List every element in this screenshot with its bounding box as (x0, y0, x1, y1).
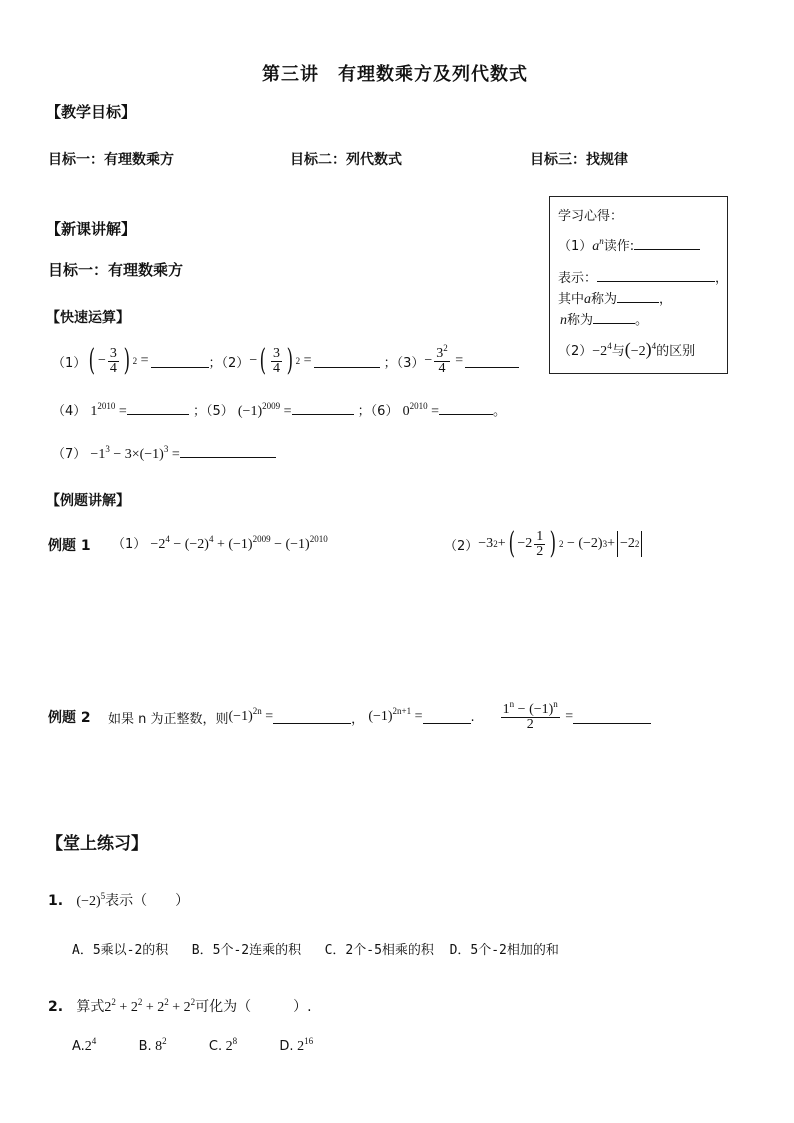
q5-label: ；（5） (192, 404, 234, 419)
q2-option-d[interactable]: D. $2^{16}$ (279, 1036, 314, 1054)
learning-notes-box (549, 196, 728, 374)
blank[interactable] (634, 237, 700, 250)
question-2-options (72, 1036, 314, 1055)
page-title: 第三讲 有理数乘方及列代数式 (262, 64, 528, 85)
objective-3: 目标三：找规律 (530, 152, 628, 168)
example-2-label: 例题 2 (48, 710, 91, 726)
section-quick-calc: 【快速运算】 (46, 310, 130, 326)
example-1-part-1: $(1) -2^4 - (-2)^4 + (-1)^{2009} - (-1)^{2010}$ (112, 534, 328, 552)
section-objectives: 【教学目标】 (46, 103, 137, 121)
notes-line-2 (558, 267, 728, 286)
notes-l2-end: ， (715, 271, 729, 286)
notes-l5-mid: 与 (611, 344, 625, 359)
target-1-heading: 目标一：有理数乘方 (48, 261, 184, 279)
example-2-body: 如果 n 为正整数，则 $(-1)^{2n}$ = ， $(-1)^{2n+1}$ = . $\frac{1^n - (-1)^n}{2}$ = (108, 697, 651, 737)
blank[interactable] (314, 355, 380, 368)
q2-option-a[interactable]: $A.2^4$ (72, 1036, 97, 1054)
q7-label: （7） (52, 447, 87, 462)
quick-row-2: （4） $1^{2010}$ = ；（5） $(-1)^{2009}$ = ；（6） $0^{2010}$ = 。 (52, 401, 507, 419)
notes-title: 学习心得： (558, 209, 624, 224)
notes-line-5: $(2)-2^4$与$(-2)^4$的区别 (558, 339, 696, 359)
blank[interactable] (573, 711, 651, 724)
q2-number: 2. (48, 999, 64, 1015)
q1-option-d[interactable]: D．5个-2相加的和 (449, 943, 559, 958)
q1-option-a[interactable]: A．5乘以-2的积 (72, 943, 169, 958)
quick-row-1: （1） ( − $\frac{3}{4}$ ) 2 = ；（2） − ( $\frac{3}{4}$ ) 2 = ；（3） − $\frac{3^2}{4}$ = (52, 341, 519, 381)
notes-l5-end: 的区别 (656, 344, 696, 359)
q4-label: （4） (52, 404, 87, 419)
question-1-options (72, 939, 559, 958)
example-1-part-2: （2） −3 2 + ( −2 $\frac{1}{2}$ ) 2 − (−2) 3 + −2 2 (444, 524, 644, 564)
q1-number: 1. (48, 893, 64, 909)
q1-option-c[interactable]: C．2个-5相乘的积 (324, 943, 434, 958)
q2-option-b-label: B. (138, 1039, 152, 1054)
notes-l5-label: （2） (558, 344, 593, 359)
notes-l1-read: 读作: (603, 239, 635, 254)
notes-line-4: n称为 。 (560, 313, 649, 328)
ex2-period: . (470, 709, 475, 725)
section-new-lesson: 【新课讲解】 (46, 220, 137, 238)
section-practice: 【堂上练习】 (46, 834, 148, 854)
notes-line-3: 其中a称为 ， (558, 292, 673, 307)
example-1-label: 例题 1 (48, 538, 91, 554)
q2-option-c[interactable]: C. $2^8$ (208, 1036, 238, 1054)
notes-l3-mid: 称为 (591, 292, 618, 307)
notes-l1-label: （1） (558, 239, 593, 254)
blank[interactable] (597, 269, 715, 282)
ex1-p2-label: （2） (444, 538, 479, 554)
q2-option-c-label: C. (208, 1039, 223, 1054)
q1-text: 表示（ ） (105, 893, 190, 909)
blank[interactable] (439, 402, 493, 415)
blank[interactable] (593, 311, 635, 324)
notes-l3-label: 其中 (558, 292, 585, 307)
question-1: 1. $(-2)^5$表示（ ） (48, 891, 190, 909)
blank[interactable] (151, 355, 209, 368)
objective-2: 目标二：列代数式 (290, 152, 402, 168)
q2-option-a-label: A. (72, 1039, 85, 1054)
ex1-p1-label: （1） (112, 537, 147, 552)
q3-label: ；（3） (383, 355, 425, 371)
q1-option-b[interactable]: B．5个-2连乘的积 (191, 943, 302, 958)
notes-line-1: $(1)a^n$读作: (558, 235, 700, 255)
quick-row-3: $(7) -1^3 - 3\times(-1)^3$ = (52, 443, 276, 463)
blank[interactable] (127, 402, 189, 415)
ex2-comma: ， (351, 711, 365, 727)
section-examples: 【例题讲解】 (46, 493, 130, 509)
notes-l4-end: 。 (635, 313, 649, 328)
q1-label: （1） (52, 355, 87, 371)
notes-l2-label: 表示： (558, 271, 598, 286)
blank[interactable] (180, 445, 276, 458)
q2-label: ；（2） (208, 355, 250, 371)
ex2-text: 如果 n 为正整数，则 (108, 711, 229, 727)
objective-1: 目标一：有理数乘方 (48, 152, 174, 168)
q2-option-d-label: D. (279, 1039, 294, 1054)
blank[interactable] (292, 402, 354, 415)
q2-text-a: 算式 (76, 999, 105, 1015)
blank[interactable] (423, 711, 471, 724)
question-2: 2. 算式$2^2 + 2^2 + 2^2 + 2^2$可化为（ ）. (48, 997, 312, 1015)
q2-text-b: 可化为（ ）. (195, 999, 312, 1015)
q6-end: 。 (493, 404, 507, 419)
q2-option-b[interactable]: B. $8^2$ (138, 1036, 167, 1054)
blank[interactable] (617, 290, 659, 303)
blank[interactable] (465, 355, 519, 368)
blank[interactable] (273, 711, 351, 724)
notes-l4-mid: 称为 (567, 313, 594, 328)
q6-label: ；（6） (357, 404, 399, 419)
notes-l3-end: ， (659, 292, 673, 307)
